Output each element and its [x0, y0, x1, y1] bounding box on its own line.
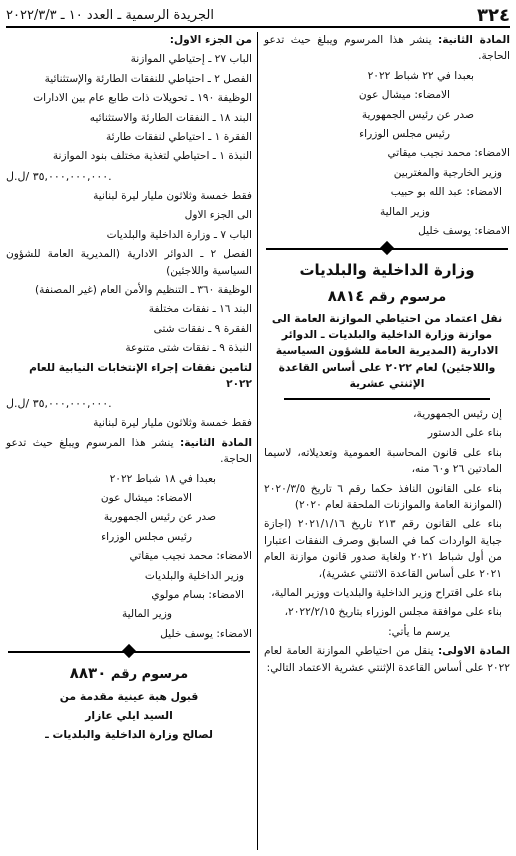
budget-line: الفصل ٢ ـ احتياطي للنفقات الطارئة والإستثنائية: [44, 72, 252, 85]
fm-signature: الامضاء: عبد الله بو حبيب: [390, 186, 502, 199]
finance-title: وزير المالية: [379, 205, 430, 218]
to-part: الى الجزء الاول: [184, 209, 252, 222]
decree-date: بعبدا في ١٨ شباط ٢٠٢٢: [109, 472, 216, 485]
decree-title: نقل اعتماد من احتياطي الموازنة العامة الى موازنة وزارة الداخلية والبلديات ـ الدوائر الادارية (المديرية العامة للشؤون السياسية واللاجئين) لعام ٢٠٢٢ على أساس القاعدة الإثنتي عشرية: [271, 311, 503, 390]
budget-line: الفقرة ٩ ـ نفقات شتى: [153, 322, 252, 335]
page-number: ٣٢٤: [477, 4, 510, 26]
ministry-heading: وزارة الداخلية والبلديات: [299, 261, 475, 280]
issued-by: صدر عن رئيس الجمهورية: [103, 511, 216, 524]
signature-president: الامضاء: ميشال عون: [100, 492, 192, 505]
decree-label: مرسوم رقم: [110, 667, 189, 683]
preamble-line: إن رئيس الجمهورية،: [413, 407, 502, 420]
budget-line: النبذة ١ ـ احتياطي لتغذية مختلف بنود الموازنة: [52, 150, 252, 163]
finance-signature: الامضاء: يوسف خليل: [160, 627, 252, 640]
decree-number: ٨٨١٤: [327, 286, 365, 305]
diamond-ornament: [122, 644, 136, 658]
preamble-line: بناء على قانون المحاسبة العمومية وتعديلاته، لاسيما المادتين ٢٦ و٦٠ منه،: [264, 446, 502, 476]
decree-title-line: السيد ايلي عازار: [85, 708, 173, 722]
left-column: [6, 32, 252, 850]
decree-number: ٨٨٣٠: [69, 664, 107, 683]
budget-line: الوظيفة ٣٦٠ ـ التنظيم والأمن العام (غير المصنفة): [34, 283, 252, 296]
preamble-line: بناء على موافقة مجلس الوزراء بتاريخ ٢٠٢٢/٢/١٥،: [284, 606, 502, 619]
finance-title: وزير المالية: [121, 608, 172, 621]
pm-signature: الامضاء: محمد نجيب ميقاتي: [129, 550, 252, 563]
article-text: ينشر هذا المرسوم ويبلغ حيث تدعو الحاجة.: [264, 34, 510, 63]
decree-formula: يرسم ما يأتي:: [388, 625, 450, 638]
budget-line: الوظيفة ١٩٠ ـ تحويلات ذات طابع عام بين الادارات: [33, 92, 252, 105]
page-header: [6, 4, 510, 28]
decree-date: بعبدا في ٢٢ شباط ٢٠٢٢: [367, 69, 474, 82]
amount: ٣٥,٠٠٠,٠٠٠,٠٠٠ /ل.ل.: [6, 397, 112, 411]
preamble-line: بناء على القانون النافذ حكما رقم ٦ تاريخ ٢٠٢٠/٣/٥ (الموازنة العامة والموازنات الملحقة لعام ٢٠٢٠): [264, 482, 502, 511]
budget-line: الباب ٢٧ ـ إحتياطي الموازنة: [130, 53, 252, 66]
purpose: لتامين نفقات إجراء الإنتخابات النيابية للعام ٢٠٢٢: [29, 361, 252, 390]
pm-signature: الامضاء: محمد نجيب ميقاتي: [387, 147, 510, 160]
amount-words: فقط خمسة وثلاثون مليار ليرة لبنانية: [93, 417, 252, 430]
article-text: ينشر هذا المرسوم ويبلغ حيث تدعو الحاجة.: [6, 436, 252, 466]
budget-line: البند ١٦ ـ نفقات مختلفة: [148, 303, 252, 316]
column-divider: [257, 32, 258, 850]
interior-signature: الامضاء: بسام مولوي: [151, 589, 244, 602]
decree-number-line: [264, 285, 510, 308]
decree-title-line: لصالح وزارة الداخلية والبلديات ـ: [45, 727, 213, 741]
pm-title: رئيس مجلس الوزراء: [101, 530, 192, 543]
decree-label: مرسوم رقم: [368, 289, 447, 305]
article-text: ينقل من احتياطي الموازنة العامة لعام ٢٠٢٢ على أساس القاعدة الإثنتي عشرية الاعتماد التالي:: [264, 645, 510, 674]
decree-title-line: قبول هبة عينية مقدمة من: [59, 689, 199, 703]
amount-words: فقط خمسة وثلاثون مليار ليرة لبنانية: [93, 189, 252, 202]
budget-line: الباب ٧ ـ وزارة الداخلية والبلديات: [106, 228, 252, 241]
title-rule: [284, 398, 490, 400]
article-label: المادة الاولى:: [437, 645, 510, 658]
from-part: من الجزء الاول:: [169, 34, 252, 46]
article-label: المادة الثانية:: [180, 436, 252, 449]
issue-info: الجريدة الرسمية ـ العدد ١٠ ـ ٢٠٢٢/٣/٣: [6, 7, 214, 23]
amount: ٣٥,٠٠٠,٠٠٠,٠٠٠ /ل.ل.: [6, 169, 112, 183]
preamble-line: بناء على الدستور: [427, 427, 502, 440]
diamond-ornament: [380, 241, 394, 255]
interior-title: وزير الداخلية والبلديات: [144, 569, 244, 582]
finance-signature: الامضاء: يوسف خليل: [418, 225, 510, 238]
fm-title: وزير الخارجية والمغتربين: [393, 166, 502, 179]
section-separator: [266, 243, 508, 255]
pm-title: رئيس مجلس الوزراء: [359, 128, 450, 141]
budget-line: الفصل ٢ ـ الدوائر الادارية (المديرية العامة للشؤون السياسية واللاجئين): [6, 248, 252, 277]
right-column: [264, 32, 510, 850]
section-separator: [8, 646, 250, 658]
budget-line: الفقرة ١ ـ احتياطي لنفقات طارئة: [105, 131, 252, 144]
signature-president: الامضاء: ميشال عون: [358, 89, 450, 102]
budget-line: النبذة ٩ ـ نفقات شتى متنوعة: [125, 342, 252, 355]
article-label: المادة الثانية:: [438, 34, 510, 46]
decree-number-line: [6, 662, 252, 685]
preamble-line: بناء على القانون رقم ٢١٣ تاريخ ٢٠٢١/١/١٦ (اجازة جباية الواردات كما في السابق وصرف النفقات اعتبارا من أول شباط ٢٠٢١ ولغاية صدور قانون موازنة العام ٢٠٢١ على أساس القاعدة الاثنتي عشرية)،: [264, 518, 502, 580]
preamble-line: بناء على اقتراح وزير الداخلية والبلديات ووزير المالية،: [271, 586, 502, 599]
issued-by: صدر عن رئيس الجمهورية: [361, 108, 474, 121]
budget-line: البند ١٨ ـ النفقات الطارئة والاستثنائيه: [89, 111, 252, 124]
